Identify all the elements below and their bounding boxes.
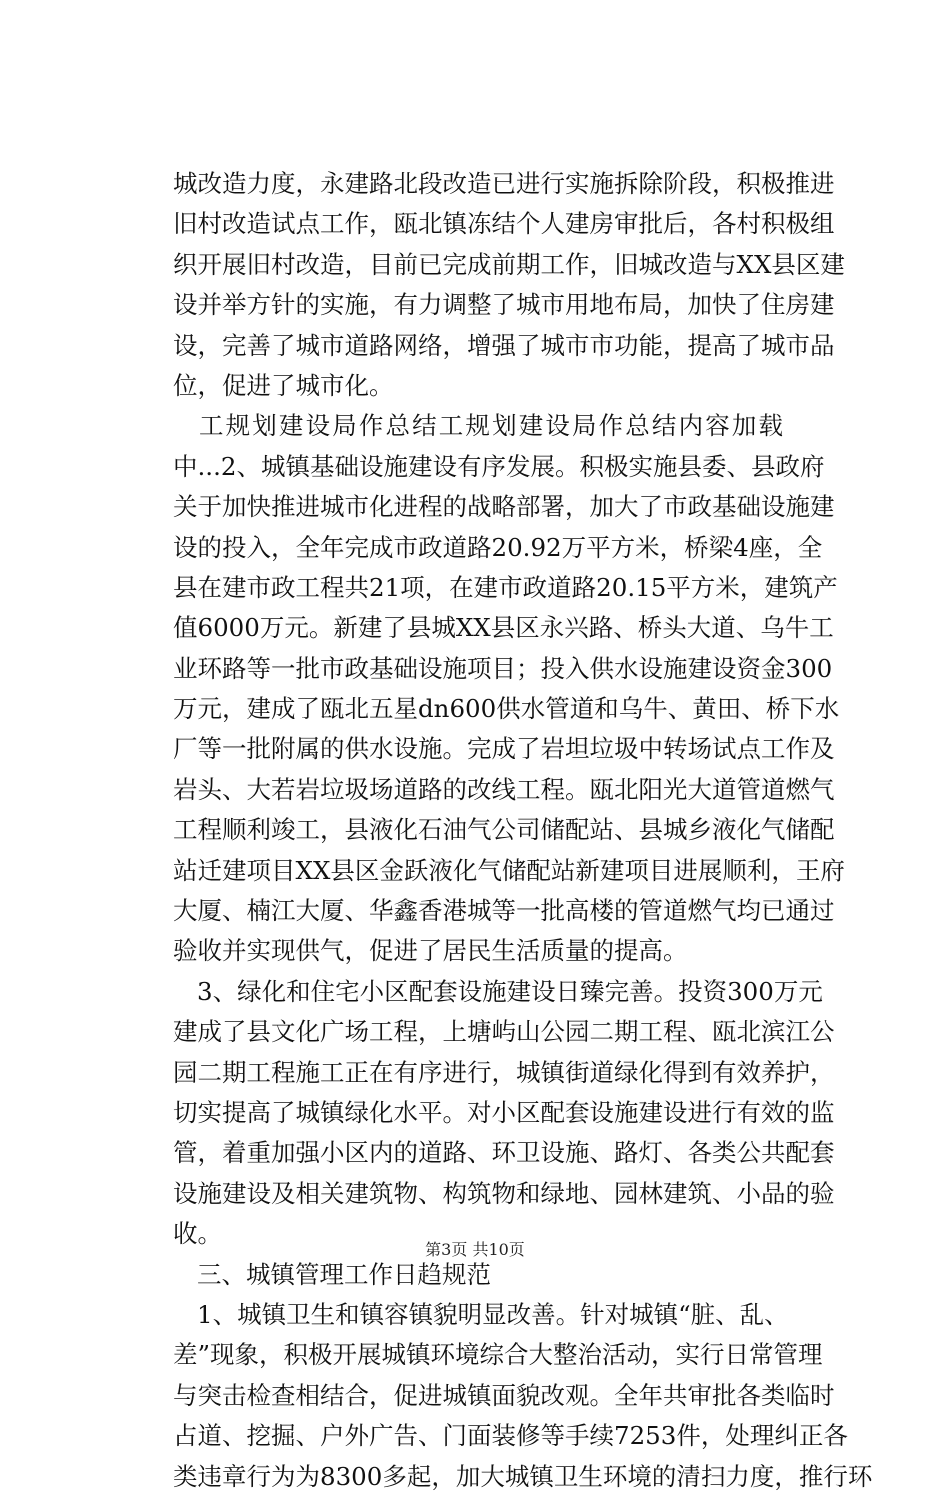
text-line: 设的投入，全年完成市政道路20.92万平方米，桥梁4座，全 — [173, 532, 823, 562]
text-line: 值6000万元。新建了县城XX县区永兴路、桥头大道、乌牛工 — [173, 613, 834, 643]
text-line: 岩头、大若岩垃圾场道路的改线工程。瓯北阳光大道管道燃气 — [173, 774, 835, 804]
text-line: 万元，建成了瓯北五星dn600供水管道和乌牛、黄田、桥下水 — [173, 694, 840, 724]
text-line: 3、绿化和住宅小区配套设施建设日臻完善。投资300万元 — [197, 976, 823, 1006]
text-line: 验收并实现供气，促进了居民生活质量的提高。 — [173, 936, 688, 966]
text-line: 工规划建设局作总结工规划建设局作总结内容加载 — [199, 411, 783, 441]
text-line: 城改造力度，永建路北段改造已进行实施拆除阶段，积极推进 — [173, 169, 835, 198]
text-line: 站迁建项目XX县区金跃液化气储配站新建项目进展顺利，王府 — [173, 855, 845, 885]
text-line: 与突击检查相结合，促进城镇面貌改观。全年共审批各类临时 — [173, 1380, 835, 1410]
text-line: 旧村改造试点工作，瓯北镇冻结个人建房审批后，各村积极组 — [173, 209, 835, 239]
text-line: 工程顺利竣工，县液化石油气公司储配站、县城乡液化气储配 — [173, 815, 835, 845]
text-line: 关于加快推进城市化进程的战略部署，加大了市政基础设施建 — [173, 492, 835, 522]
text-line: 县在建市政工程共21项，在建市政道路20.15平方米，建筑产 — [173, 572, 838, 602]
text-line: 织开展旧村改造，目前已完成前期工作，旧城改造与XX县区建 — [173, 249, 845, 279]
text-line: 中...2、城镇基础设施建设有序发展。积极实施县委、县政府 — [173, 451, 825, 481]
text-line: 位，促进了城市化。 — [173, 370, 394, 400]
text-line: 收。 — [173, 1219, 222, 1249]
document-body — [173, 164, 873, 1497]
text-line: 1、城镇卫生和镇容镇貌明显改善。针对城镇“脏、乱、 — [197, 1299, 789, 1329]
text-line: 厂等一批附属的供水设施。完成了岩坦垃圾中转场试点工作及 — [173, 734, 835, 764]
page-number-footer: 第3页 共10页 — [425, 1240, 525, 1259]
text-line: 大厦、楠江大厦、华鑫香港城等一批高楼的管道燃气均已通过 — [173, 896, 835, 926]
text-line: 类违章行为为8300多起，加大城镇卫生环境的清扫力度，推行环 — [173, 1461, 873, 1491]
text-line: 建成了县文化广场工程，上塘屿山公园二期工程、瓯北滨江公 — [173, 1017, 835, 1047]
text-line: 占道、挖掘、户外广告、门面装修等手续7253件，处理纠正各 — [173, 1421, 848, 1451]
text-line: 设施建设及相关建筑物、构筑物和绿地、园林建筑、小品的验 — [173, 1178, 835, 1208]
section-heading: 三、城镇管理工作日趋规范 — [197, 1259, 491, 1289]
text-line: 设并举方针的实施，有力调整了城市用地布局，加快了住房建 — [173, 290, 835, 320]
text-line: 管，着重加强小区内的道路、环卫设施、路灯、各类公共配套 — [173, 1138, 835, 1168]
text-line: 设，完善了城市道路网络，增强了城市市功能，提高了城市品 — [173, 330, 835, 360]
text-line: 切实提高了城镇绿化水平。对小区配套设施建设进行有效的监 — [173, 1097, 835, 1127]
text-line: 业环路等一批市政基础设施项目；投入供水设施建设资金300 — [173, 653, 833, 683]
text-line: 差”现象，积极开展城镇环境综合大整治活动，实行日常管理 — [173, 1340, 823, 1370]
text-line: 园二期工程施工正在有序进行，城镇街道绿化得到有效养护， — [173, 1057, 835, 1087]
